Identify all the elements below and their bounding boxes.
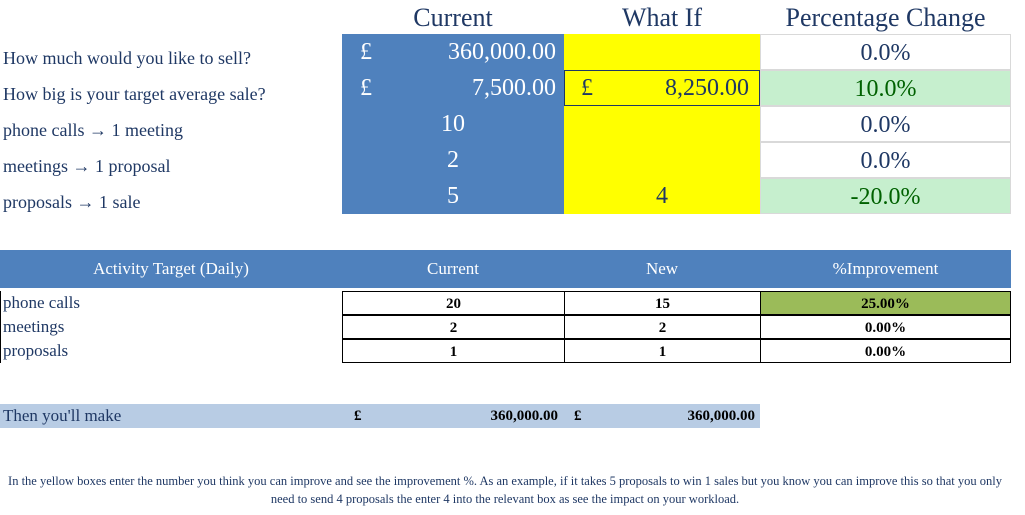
header-current: Current bbox=[413, 3, 493, 32]
currency-symbol: £ bbox=[360, 75, 372, 101]
result-label: Then you'll make bbox=[3, 406, 122, 425]
current-sell-value: 360,000.00 bbox=[448, 39, 556, 65]
activity-header-current: Current bbox=[342, 250, 564, 288]
current-meetings-value: 2 bbox=[447, 147, 459, 173]
change-meetings: 0.0% bbox=[760, 142, 1011, 178]
header-percentage-change: Percentage Change bbox=[785, 3, 986, 32]
activity-calls-current[interactable]: 20 bbox=[342, 291, 565, 315]
what-if-avg-sale-input[interactable] bbox=[564, 70, 760, 106]
what-if-calls-input[interactable] bbox=[564, 106, 760, 142]
question-label-proposals: proposals → 1 sale bbox=[3, 192, 141, 212]
current-proposals-cell[interactable] bbox=[342, 178, 564, 214]
result-current-value: 360,000.00 bbox=[490, 408, 558, 424]
currency-symbol: £ bbox=[574, 408, 582, 424]
current-calls-cell[interactable] bbox=[342, 106, 564, 142]
activity-proposals-improvement: 0.00% bbox=[760, 339, 1011, 363]
activity-header-improvement: %Improvement bbox=[760, 250, 1011, 288]
what-if-proposals-value: 4 bbox=[656, 183, 668, 209]
current-avg-sale-value: 7,500.00 bbox=[472, 75, 556, 101]
activity-label-meetings: meetings bbox=[3, 317, 65, 336]
instruction-note: In the yellow boxes enter the number you think you can improve and see the improvement %. As an example, if it takes 5 proposals to win 1 sales but you know you can improve this so that you only need to send 4 proposals the enter 4 into the relevant box as see the impact on your workload. bbox=[8, 474, 1002, 506]
activity-meetings-improvement: 0.00% bbox=[760, 315, 1011, 339]
currency-symbol: £ bbox=[354, 408, 362, 424]
activity-proposals-new[interactable]: 1 bbox=[564, 339, 761, 363]
change-proposals: -20.0% bbox=[760, 178, 1011, 214]
question-label-calls: phone calls → 1 meeting bbox=[3, 120, 183, 140]
activity-meetings-new[interactable]: 2 bbox=[564, 315, 761, 339]
current-avg-sale-cell[interactable] bbox=[342, 70, 564, 106]
result-new-value: 360,000.00 bbox=[687, 408, 755, 424]
change-sell: 0.0% bbox=[760, 34, 1011, 70]
what-if-avg-sale-value: 8,250.00 bbox=[665, 75, 749, 101]
activity-header-target: Activity Target (Daily) bbox=[0, 250, 342, 288]
current-meetings-cell[interactable] bbox=[342, 142, 564, 178]
change-calls: 0.0% bbox=[760, 106, 1011, 142]
question-label-meetings: meetings → 1 proposal bbox=[3, 156, 171, 176]
activity-proposals-current[interactable]: 1 bbox=[342, 339, 565, 363]
question-label-sell: How much would you like to sell? bbox=[3, 48, 251, 68]
activity-label-calls: phone calls bbox=[3, 293, 80, 312]
current-proposals-value: 5 bbox=[447, 183, 459, 209]
question-label-avg-sale: How big is your target average sale? bbox=[3, 84, 266, 104]
activity-label-proposals: proposals bbox=[3, 341, 69, 360]
what-if-sell-input[interactable] bbox=[564, 34, 760, 70]
currency-symbol: £ bbox=[581, 75, 593, 101]
current-calls-value: 10 bbox=[441, 111, 465, 137]
activity-calls-improvement: 25.00% bbox=[760, 291, 1011, 315]
current-sell-cell[interactable] bbox=[342, 34, 564, 70]
header-what-if: What If bbox=[621, 3, 703, 32]
activity-meetings-current[interactable]: 2 bbox=[342, 315, 565, 339]
what-if-meetings-input[interactable] bbox=[564, 142, 760, 178]
change-avg-sale: 10.0% bbox=[760, 70, 1011, 106]
what-if-proposals-input[interactable] bbox=[564, 178, 760, 214]
activity-header-new: New bbox=[564, 250, 760, 288]
activity-calls-new[interactable]: 15 bbox=[564, 291, 761, 315]
currency-symbol: £ bbox=[360, 39, 372, 65]
